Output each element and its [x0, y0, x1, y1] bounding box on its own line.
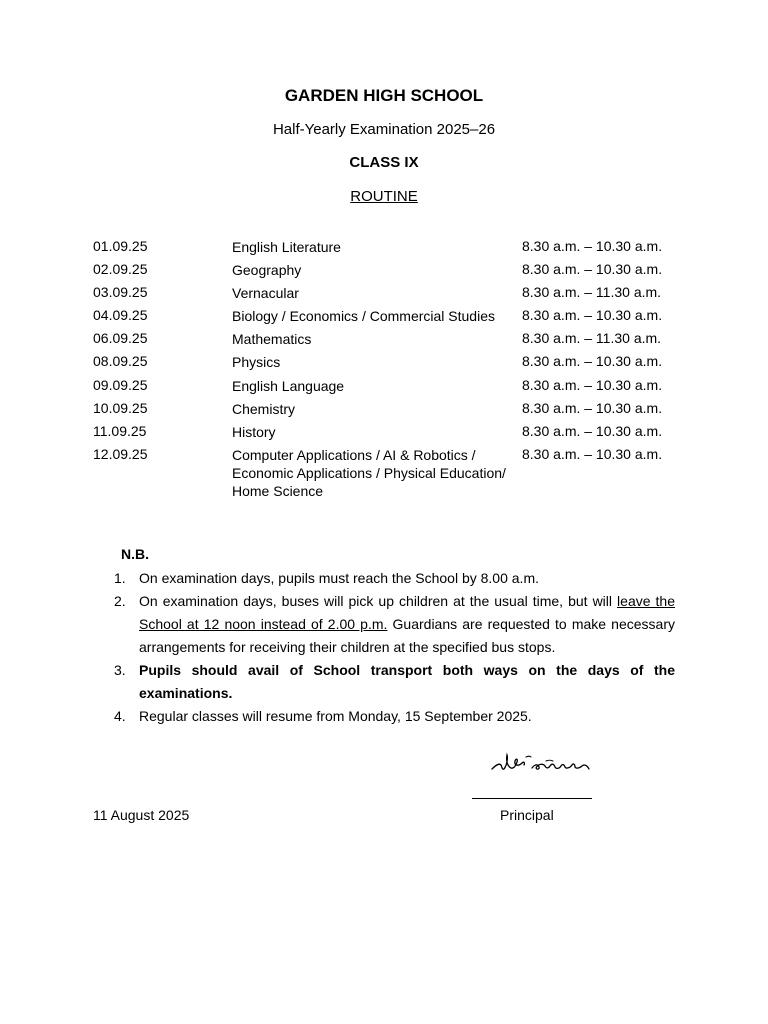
issue-date: 11 August 2025	[93, 807, 190, 823]
note-text: On examination days, pupils must reach the School by 8.00 a.m.	[139, 570, 539, 586]
school-name: GARDEN HIGH SCHOOL	[284, 86, 484, 105]
routine-row	[93, 284, 693, 307]
notes-list	[114, 567, 675, 728]
routine-row	[93, 423, 693, 446]
exam-subject: Physics	[232, 354, 281, 371]
note-number: 3.	[114, 662, 126, 678]
exam-date: 03.09.25	[93, 284, 148, 301]
signature-line	[472, 798, 592, 799]
exam-subject: Mathematics	[232, 331, 312, 348]
routine-heading-text: ROUTINE	[350, 188, 418, 205]
note-text-underlined: leave the School at 12 noon instead of 2.00 p.m.	[139, 593, 675, 632]
routine-row	[93, 238, 693, 261]
note-item	[114, 590, 675, 659]
exam-subject: Vernacular	[232, 285, 299, 302]
exam-subject: Chemistry	[232, 400, 296, 417]
note-item	[114, 705, 675, 728]
note-text: Regular classes will resume from Monday, 15 September 2025.	[139, 708, 532, 724]
exam-subject: Computer Applications / AI & Robotics / Economic Applications / Physical Education/ Home Science	[232, 446, 506, 500]
principal-signature	[490, 752, 594, 776]
principal-label: Principal	[500, 807, 554, 823]
exam-time: 8.30 a.m. – 10.30 a.m.	[522, 445, 663, 462]
routine-table	[93, 238, 693, 506]
exam-time: 8.30 a.m. – 10.30 a.m.	[522, 307, 663, 324]
routine-heading	[0, 188, 768, 205]
exam-time: 8.30 a.m. – 10.30 a.m.	[522, 399, 663, 416]
exam-subject: English Language	[232, 377, 345, 394]
note-number: 4.	[114, 708, 126, 724]
exam-date: 10.09.25	[93, 399, 148, 416]
note-text-start: On examination days, buses will pick up children at the usual time, but will	[139, 593, 618, 609]
note-number: 2.	[114, 593, 126, 609]
exam-title: Half-Yearly Examination 2025–26	[272, 121, 496, 138]
note-item	[114, 659, 675, 705]
exam-subject: Biology / Economics / Commercial Studies	[232, 308, 495, 325]
note-text: Pupils should avail of School transport both ways on the days of the examinations.	[139, 662, 675, 701]
exam-date: 06.09.25	[93, 330, 148, 347]
exam-date: 09.09.25	[93, 376, 148, 393]
exam-time: 8.30 a.m. – 10.30 a.m.	[522, 376, 663, 393]
exam-subject: Geography	[232, 262, 302, 279]
routine-row	[93, 400, 693, 423]
exam-subject: English Literature	[232, 239, 341, 255]
exam-date: 12.09.25	[93, 445, 148, 462]
exam-date: 01.09.25	[93, 238, 148, 254]
exam-date: 08.09.25	[93, 353, 148, 370]
exam-date: 02.09.25	[93, 261, 148, 278]
exam-time: 8.30 a.m. – 10.30 a.m.	[522, 261, 663, 278]
routine-row	[93, 330, 693, 353]
exam-time: 8.30 a.m. – 11.30 a.m.	[522, 284, 662, 301]
exam-date: 04.09.25	[93, 307, 148, 324]
class-name: CLASS IX	[349, 154, 419, 171]
exam-date: 11.09.25	[93, 422, 147, 439]
exam-time: 8.30 a.m. – 11.30 a.m.	[522, 330, 662, 347]
exam-time: 8.30 a.m. – 10.30 a.m.	[522, 422, 663, 439]
exam-time: 8.30 a.m. – 10.30 a.m.	[522, 238, 663, 254]
routine-row	[93, 307, 693, 330]
routine-row	[93, 377, 693, 400]
routine-row	[93, 261, 693, 284]
note-number: 1.	[114, 570, 126, 586]
routine-row	[93, 446, 693, 506]
nb-label: N.B.	[121, 546, 149, 562]
exam-time: 8.30 a.m. – 10.30 a.m.	[522, 353, 663, 370]
exam-subject: History	[232, 423, 276, 440]
routine-row	[93, 353, 693, 376]
note-item	[114, 567, 675, 590]
note-text-end: Guardians are requested to make necessary arrangements for receiving their children at the specified bus stops.	[139, 616, 675, 655]
